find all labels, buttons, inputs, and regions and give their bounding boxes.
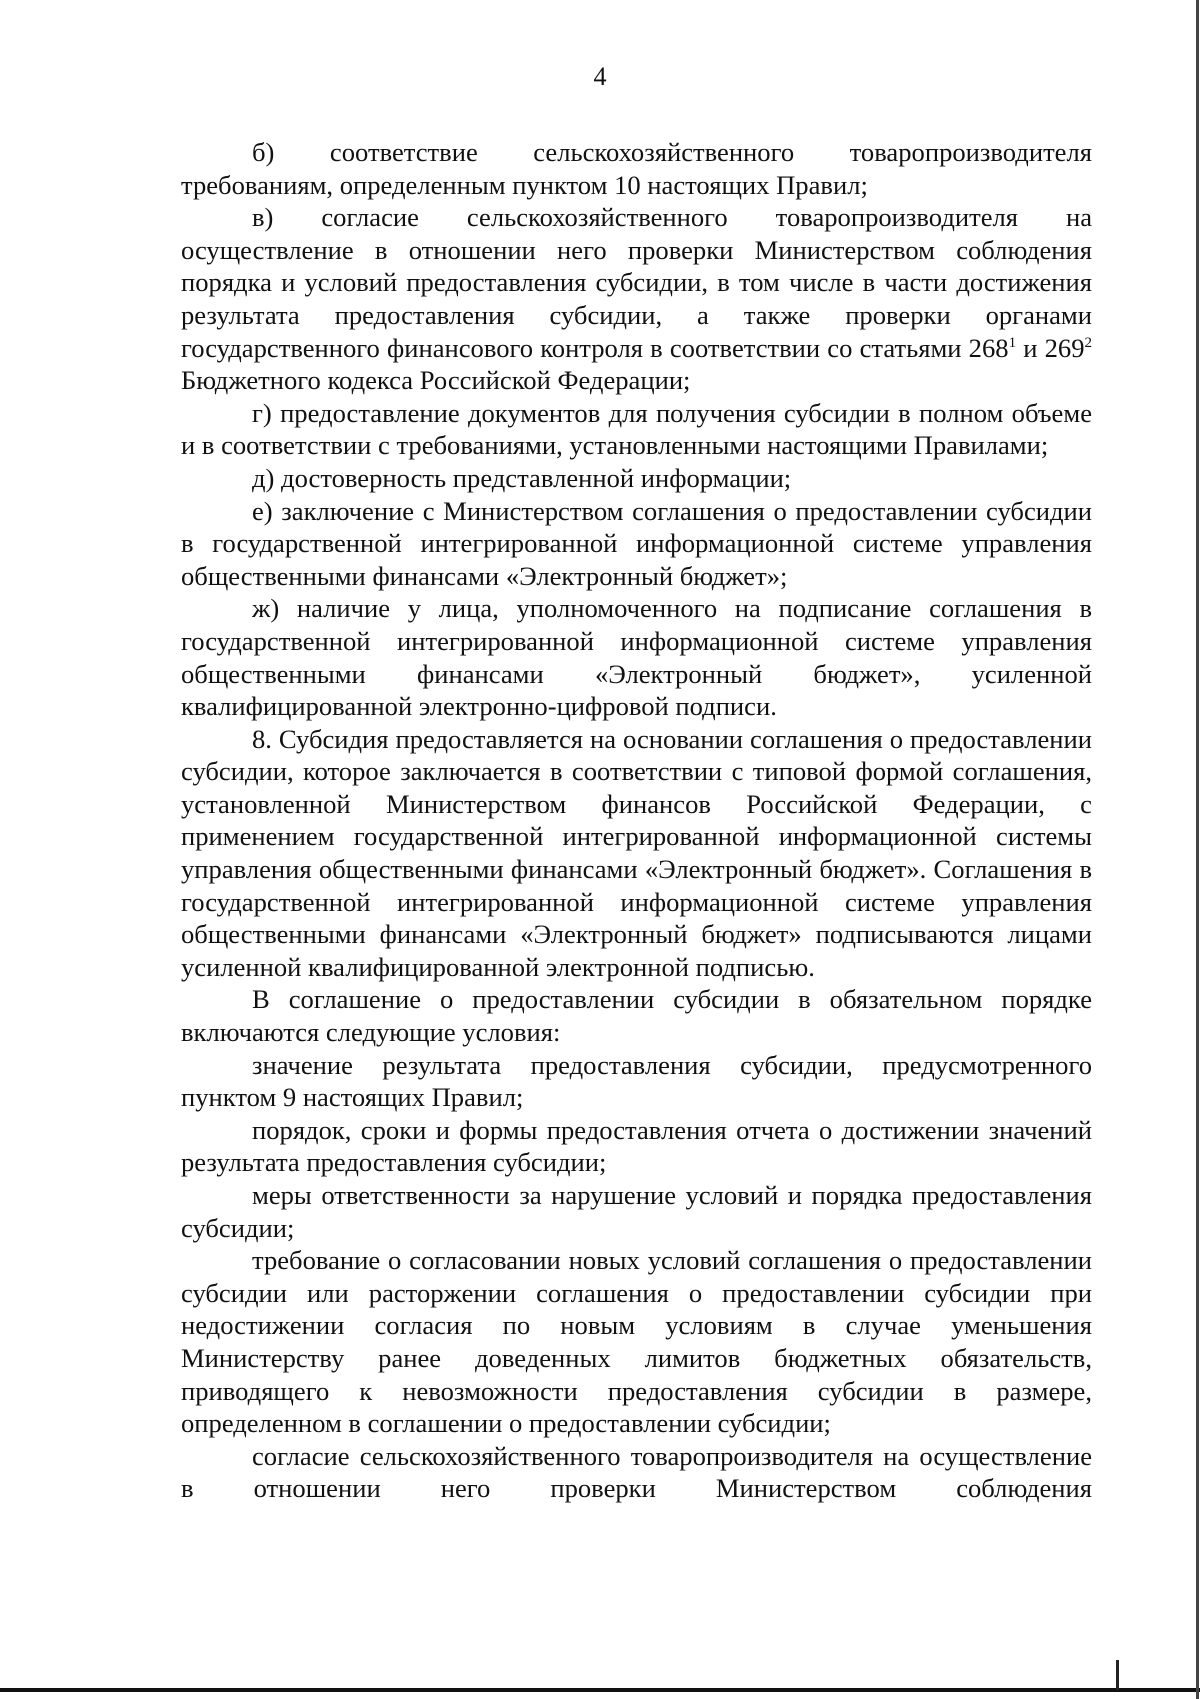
article-268-superscript: 1 — [1008, 334, 1017, 351]
scan-edge-mark — [1116, 1660, 1119, 1690]
condition-consent: согласие сельскохозяйственного товаропроизводителя на осуществление в отношении него проверки Министерством соблюдения — [181, 1440, 1092, 1504]
condition-responsibility: меры ответственности за нарушение условий и порядка предоставления субсидии; — [181, 1180, 1092, 1243]
paragraph-g: г) предоставление документов для получения субсидии в полном объеме и в соответствии с требованиями, установленными настоящими Правилами; — [181, 397, 1092, 461]
scan-bottom-edge — [0, 1688, 1200, 1692]
paragraph-b: б) соответствие сельскохозяйственного товаропроизводителя требованиям, определенным пунктом 10 настоящих Правил; — [181, 137, 1092, 200]
article-269-text: и 269 — [1016, 332, 1085, 363]
article-268-text: статьями 268 — [859, 332, 1009, 363]
article-269-superscript: 2 — [1084, 334, 1093, 351]
scan-right-edge — [1196, 0, 1199, 1699]
paragraph-8: 8. Субсидия предоставляется на основании соглашения о предоставлении субсидии, которое заключается в соответствии с типовой формой соглашения, установленной Министерством финансов Российской Федерации, с применением государственной интегрированной информационной системы управления общественными финансами «Электронный бюджет». Соглашения в государственной интегрированной информационной системе управления общественными финансами «Электронный бюджет» подписываются лицами усиленной квалифицированной электронной подписью. — [181, 723, 1092, 982]
paragraph-e: е) заключение с Министерством соглашения о предоставлении субсидии в государственной интегрированной информационной системе управления общественными финансами «Электронный бюджет»; — [181, 495, 1092, 591]
paragraph-d: д) достоверность представленной информации; — [252, 462, 792, 493]
paragraph-v — [181, 201, 1092, 397]
paragraph-v-text: в) согласие сельскохозяйственного товаропроизводителя на осуществление в отношении него проверки Министерством соблюдения порядка и условий предоставления субсидии, в том числе в части достижения результата предоставления субсидии, а также проверки органами государственного финансового контроля в соответствии со — [181, 202, 1092, 363]
paragraph-zh: ж) наличие у лица, уполномоченного на подписание соглашения в государственной интегрированной информационной системе управления общественными финансами «Электронный бюджет», усиленной квалифицированной электронно-цифровой подписи. — [181, 593, 1092, 722]
page-number: 4 — [593, 62, 607, 91]
condition-result-value: значение результата предоставления субсидии, предусмотренного пунктом 9 настоящих Правил; — [181, 1049, 1092, 1113]
condition-report: порядок, сроки и формы предоставления отчета о достижении значений результата предоставления субсидии; — [181, 1114, 1092, 1178]
paragraph-agreement-conditions: В соглашение о предоставлении субсидии в обязательном порядке включаются следующие условия: — [181, 984, 1092, 1048]
condition-new-terms: требование о согласовании новых условий соглашения о предоставлении субсидии или расторжении соглашения о предоставлении субсидии при недостижении согласия по новым условиям в случае уменьшения Министерству ранее доведенных лимитов бюджетных обязательств, приводящего к невозможности предоставления субсидии в размере, определенном в соглашении о предоставлении субсидии; — [181, 1245, 1092, 1439]
document-body — [181, 136, 1092, 1505]
budget-code-text: Бюджетного кодекса Российской Федерации; — [181, 365, 691, 396]
